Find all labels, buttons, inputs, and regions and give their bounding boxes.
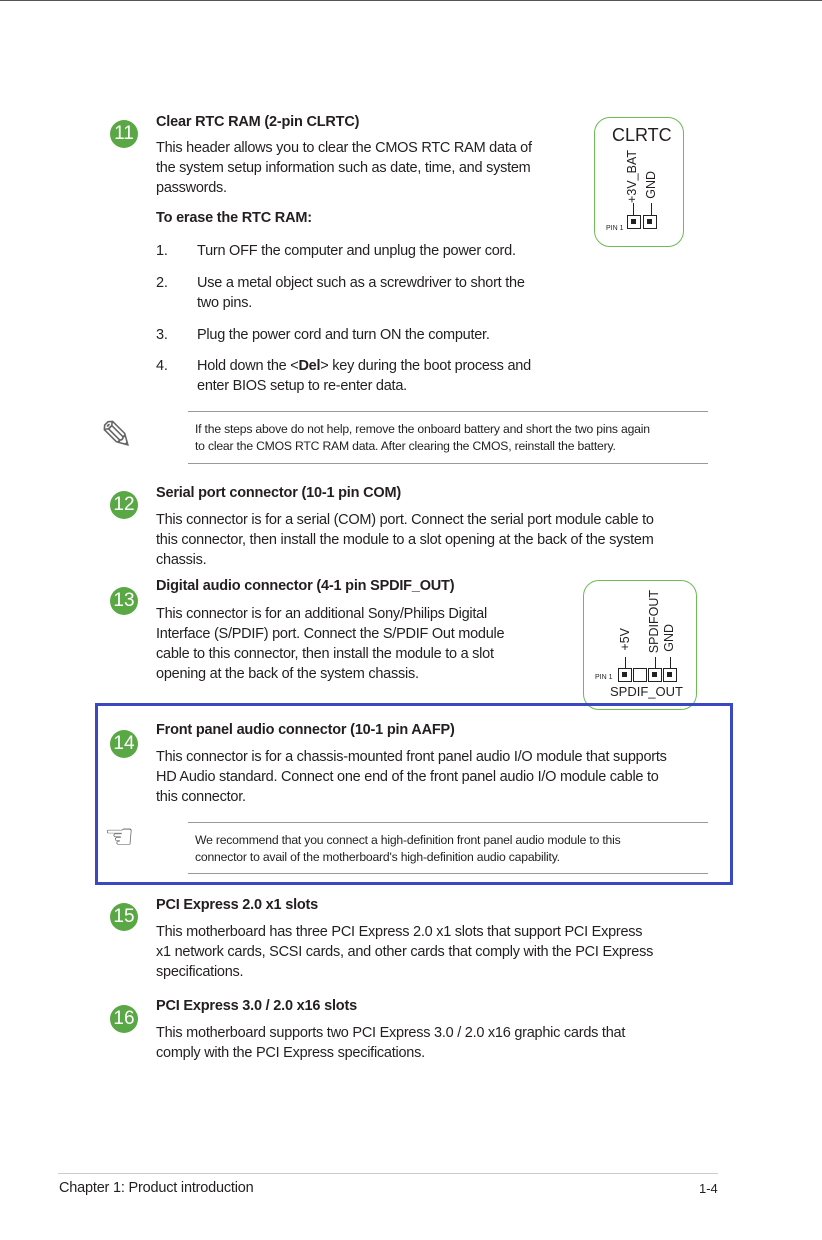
pin bbox=[627, 215, 641, 229]
section-body bbox=[156, 1023, 625, 1063]
pin1-label: PIN 1 bbox=[595, 674, 613, 681]
pin bbox=[643, 215, 657, 229]
section-body bbox=[156, 604, 504, 684]
note-line: If the steps above do not help, remove the onboard battery and short the two pins again bbox=[195, 422, 650, 436]
body-line: x1 network cards, SCSI cards, and other cards that comply with the PCI Express bbox=[156, 944, 654, 960]
pin-label: GND bbox=[644, 171, 658, 199]
section-title: Front panel audio connector (10-1 pin AAFP) bbox=[156, 722, 455, 738]
note bbox=[188, 411, 708, 464]
step-text: enter BIOS setup to re-enter data. bbox=[197, 378, 407, 394]
section-number-badge: 13 bbox=[110, 587, 138, 615]
step-number: 4. bbox=[156, 358, 168, 374]
body-line: chassis. bbox=[156, 552, 207, 568]
step-text: Hold down the <Del> key during the boot process and bbox=[197, 358, 531, 374]
section-number-badge: 11 bbox=[110, 120, 138, 148]
body-line: This header allows you to clear the CMOS RTC RAM data of bbox=[156, 140, 532, 156]
pin-blank bbox=[633, 668, 647, 682]
page-number: 1-4 bbox=[699, 1181, 718, 1196]
body-line: This connector is for a chassis-mounted front panel audio I/O module that supports bbox=[156, 749, 667, 765]
spdif-diagram bbox=[583, 580, 697, 710]
step-number: 3. bbox=[156, 327, 168, 343]
diagram-title: SPDIF_OUT bbox=[610, 684, 683, 699]
step-text: Plug the power cord and turn ON the computer. bbox=[197, 327, 490, 343]
pin-label: +5V bbox=[618, 628, 632, 651]
pin-label: SPDIFOUT bbox=[647, 590, 661, 654]
body-line: passwords. bbox=[156, 180, 227, 196]
body-line: cable to this connector, then install the module to a slot bbox=[156, 646, 494, 662]
body-line: HD Audio standard. Connect one end of the front panel audio I/O module cable to bbox=[156, 769, 659, 785]
clrtc-diagram bbox=[594, 117, 684, 247]
section-body bbox=[156, 922, 653, 982]
body-line: This connector is for a serial (COM) port. Connect the serial port module cable to bbox=[156, 512, 654, 528]
body-line: comply with the PCI Express specifications. bbox=[156, 1045, 425, 1061]
subheading: To erase the RTC RAM: bbox=[156, 210, 312, 226]
section-title: Digital audio connector (4-1 pin SPDIF_OUT) bbox=[156, 578, 455, 594]
step-number: 1. bbox=[156, 243, 168, 259]
body-line: opening at the back of the system chassis. bbox=[156, 666, 419, 682]
pin-label: GND bbox=[662, 624, 676, 652]
body-line: this connector. bbox=[156, 789, 246, 805]
note-line: to clear the CMOS RTC RAM data. After clearing the CMOS, reinstall the battery. bbox=[195, 439, 616, 453]
body-line: this connector, then install the module to a slot opening at the back of the system bbox=[156, 532, 654, 548]
step-number: 2. bbox=[156, 275, 168, 291]
body-line: specifications. bbox=[156, 964, 244, 980]
body-line: the system setup information such as date, time, and system bbox=[156, 160, 531, 176]
note bbox=[188, 822, 708, 874]
section-title: Serial port connector (10-1 pin COM) bbox=[156, 485, 401, 501]
pencil-note-icon: ✎ bbox=[100, 414, 134, 458]
pin1-label: PIN 1 bbox=[606, 225, 624, 232]
step-text: Use a metal object such as a screwdriver to short the bbox=[197, 275, 525, 291]
diagram-title: CLRTC bbox=[612, 125, 672, 145]
footer-chapter: Chapter 1: Product introduction bbox=[59, 1180, 254, 1196]
pin-label: +3V_BAT bbox=[625, 150, 639, 203]
body-line: This connector is for an additional Sony/Philips Digital bbox=[156, 606, 487, 622]
note-line: connector to avail of the motherboard's high-definition audio capability. bbox=[195, 850, 560, 864]
section-number-badge: 16 bbox=[110, 1005, 138, 1033]
section-body bbox=[156, 747, 667, 807]
section-title: PCI Express 2.0 x1 slots bbox=[156, 897, 319, 913]
del-key: Del bbox=[298, 358, 321, 374]
section-number-badge: 15 bbox=[110, 903, 138, 931]
pin bbox=[618, 668, 632, 682]
section-number-badge: 14 bbox=[110, 730, 138, 758]
body-line: This motherboard supports two PCI Express 3.0 / 2.0 x16 graphic cards that bbox=[156, 1025, 626, 1041]
body-line: Interface (S/PDIF) port. Connect the S/PDIF Out module bbox=[156, 626, 505, 642]
pointing-hand-icon: ☜ bbox=[104, 818, 135, 856]
step-text: Turn OFF the computer and unplug the power cord. bbox=[197, 243, 516, 259]
section-body bbox=[156, 138, 532, 198]
pin bbox=[648, 668, 662, 682]
body-line: This motherboard has three PCI Express 2.0 x1 slots that support PCI Express bbox=[156, 924, 643, 940]
section-body bbox=[156, 510, 654, 570]
section-title: Clear RTC RAM (2-pin CLRTC) bbox=[156, 114, 360, 130]
step-text: two pins. bbox=[197, 295, 252, 311]
section-title: PCI Express 3.0 / 2.0 x16 slots bbox=[156, 998, 357, 1014]
pin bbox=[663, 668, 677, 682]
note-line: We recommend that you connect a high-definition front panel audio module to this bbox=[195, 833, 621, 847]
footer-divider bbox=[58, 1173, 718, 1174]
section-number-badge: 12 bbox=[110, 491, 138, 519]
